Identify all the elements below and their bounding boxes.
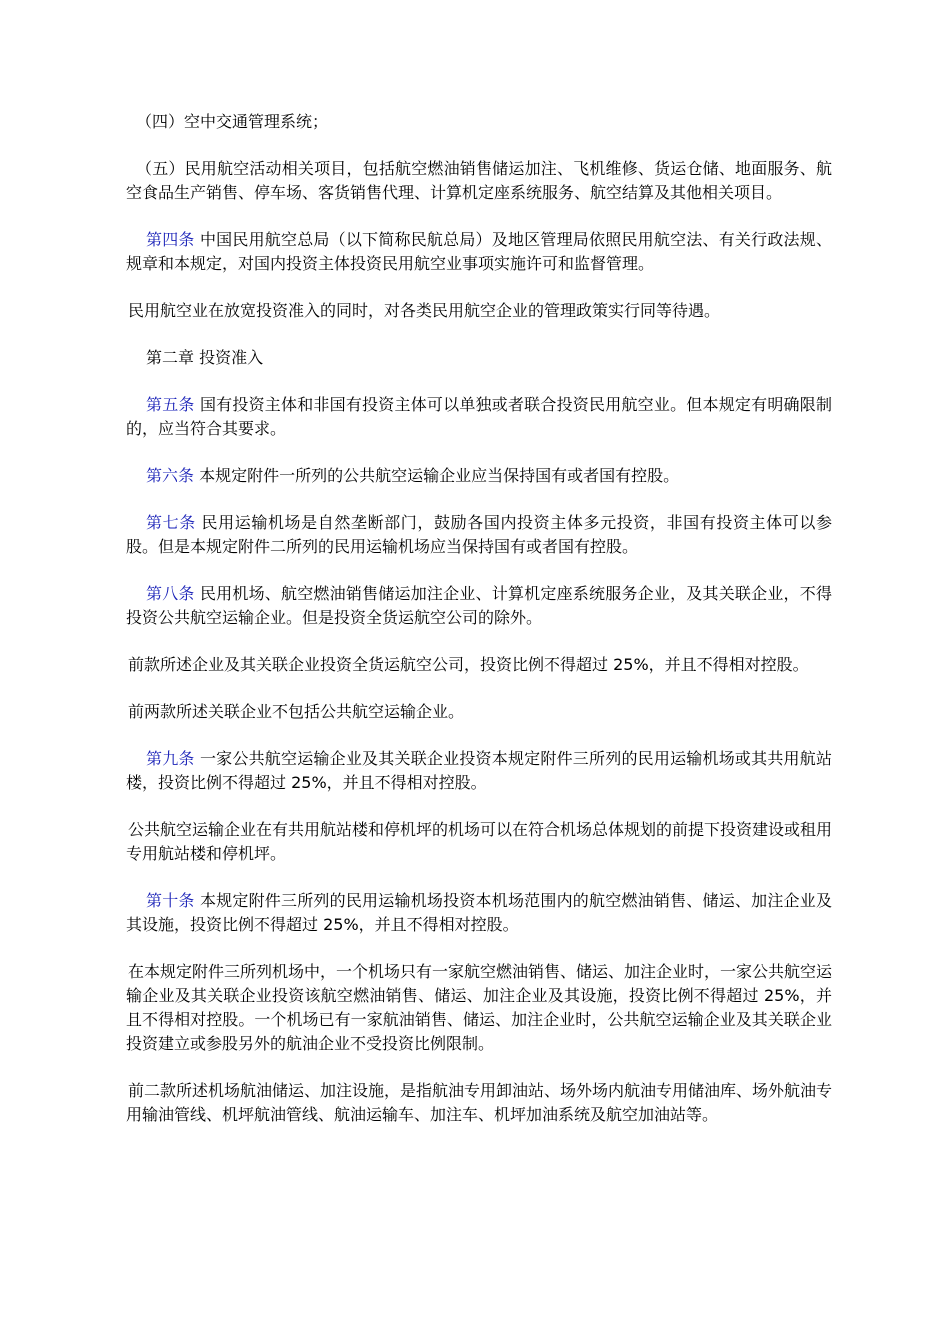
- paragraph-text: 本规定附件一所列的公共航空运输企业应当保持国有或者国有控股。: [194, 466, 680, 485]
- paragraph-article-8-clause-3: [126, 700, 832, 724]
- article-label: 第九条: [146, 749, 195, 768]
- paragraph-text: 民用运输机场是自然垄断部门，鼓励各国内投资主体多元投资，非国有投资主体可以参股。但是本规定附件二所列的民用运输机场应当保持国有或者国有控股。: [126, 513, 832, 556]
- paragraph-article-8-clause-2: [126, 653, 832, 677]
- paragraph-text: 中国民用航空总局（以下简称民航总局）及地区管理局依照民用航空法、有关行政法规、规章和本规定，对国内投资主体投资民用航空业事项实施许可和监督管理。: [126, 230, 832, 273]
- article-7: [126, 511, 832, 559]
- paragraph-text: 民用航空业在放宽投资准入的同时，对各类民用航空企业的管理政策实行同等待遇。: [128, 301, 721, 320]
- article-label: 第八条: [146, 584, 195, 603]
- article-label: 第七条: [146, 513, 196, 532]
- paragraph-item-4: [126, 110, 832, 134]
- article-10: [126, 889, 832, 937]
- article-8: [126, 582, 832, 630]
- paragraph-text: 本规定附件三所列的民用运输机场投资本机场范围内的航空燃油销售、储运、加注企业及其设施，投资比例不得超过 25%，并且不得相对控股。: [126, 891, 832, 934]
- paragraph-article-9-clause-2: [126, 818, 832, 866]
- article-label: 第十条: [146, 891, 195, 910]
- article-5: [126, 393, 832, 441]
- paragraph-text: 公共航空运输企业在有共用航站楼和停机坪的机场可以在符合机场总体规划的前提下投资建设或租用专用航站楼和停机坪。: [126, 820, 833, 863]
- paragraph-text: 前两款所述关联企业不包括公共航空运输企业。: [128, 702, 465, 721]
- paragraph-article-10-clause-2: [126, 960, 832, 1056]
- article-6: [126, 464, 832, 488]
- paragraph-text: 民用机场、航空燃油销售储运加注企业、计算机定座系统服务企业，及其关联企业，不得投资公共航空运输企业。但是投资全货运航空公司的除外。: [126, 584, 832, 627]
- paragraph-text: 前款所述企业及其关联企业投资全货运航空公司，投资比例不得超过 25%，并且不得相对控股。: [128, 655, 809, 674]
- paragraph-text: 一家公共航空运输企业及其关联企业投资本规定附件三所列的民用运输机场或其共用航站楼，投资比例不得超过 25%，并且不得相对控股。: [126, 749, 832, 792]
- paragraph-item-5: [126, 157, 832, 205]
- article-9: [126, 747, 832, 795]
- paragraph-text: （五）民用航空活动相关项目，包括航空燃油销售储运加注、飞机维修、货运仓储、地面服务、航空食品生产销售、停车场、客货销售代理、计算机定座系统服务、航空结算及其他相关项目。: [126, 159, 832, 202]
- article-label: 第六条: [146, 466, 195, 485]
- paragraph-equal-treatment: [126, 299, 832, 323]
- article-label: 第四条: [146, 230, 195, 249]
- article-label: 第五条: [146, 395, 195, 414]
- chapter-heading: [126, 346, 832, 370]
- article-4: [126, 228, 832, 276]
- paragraph-text: 前二款所述机场航油储运、加注设施，是指航油专用卸油站、场外场内航油专用储油库、场外航油专用输油管线、机坪航油管线、航油运输车、加注车、机坪加油系统及航空加油站等。: [126, 1081, 833, 1124]
- paragraph-text: 国有投资主体和非国有投资主体可以单独或者联合投资民用航空业。但本规定有明确限制的，应当符合其要求。: [126, 395, 832, 438]
- paragraph-text: （四）空中交通管理系统；: [136, 112, 329, 131]
- paragraph-article-10-clause-3: [126, 1079, 832, 1127]
- paragraph-text: 在本规定附件三所列机场中，一个机场只有一家航空燃油销售、储运、加注企业时，一家公共航空运输企业及其关联企业投资该航空燃油销售、储运、加注企业及其设施，投资比例不得超过 25%，并且不得相对控股。一个机场已有一家航油销售、储运、加注企业时，公共航空运输企业及其关联企业投资建立或参股另外的航油企业不受投资比例限制。: [126, 962, 833, 1053]
- chapter-title: 第二章 投资准入: [146, 348, 264, 367]
